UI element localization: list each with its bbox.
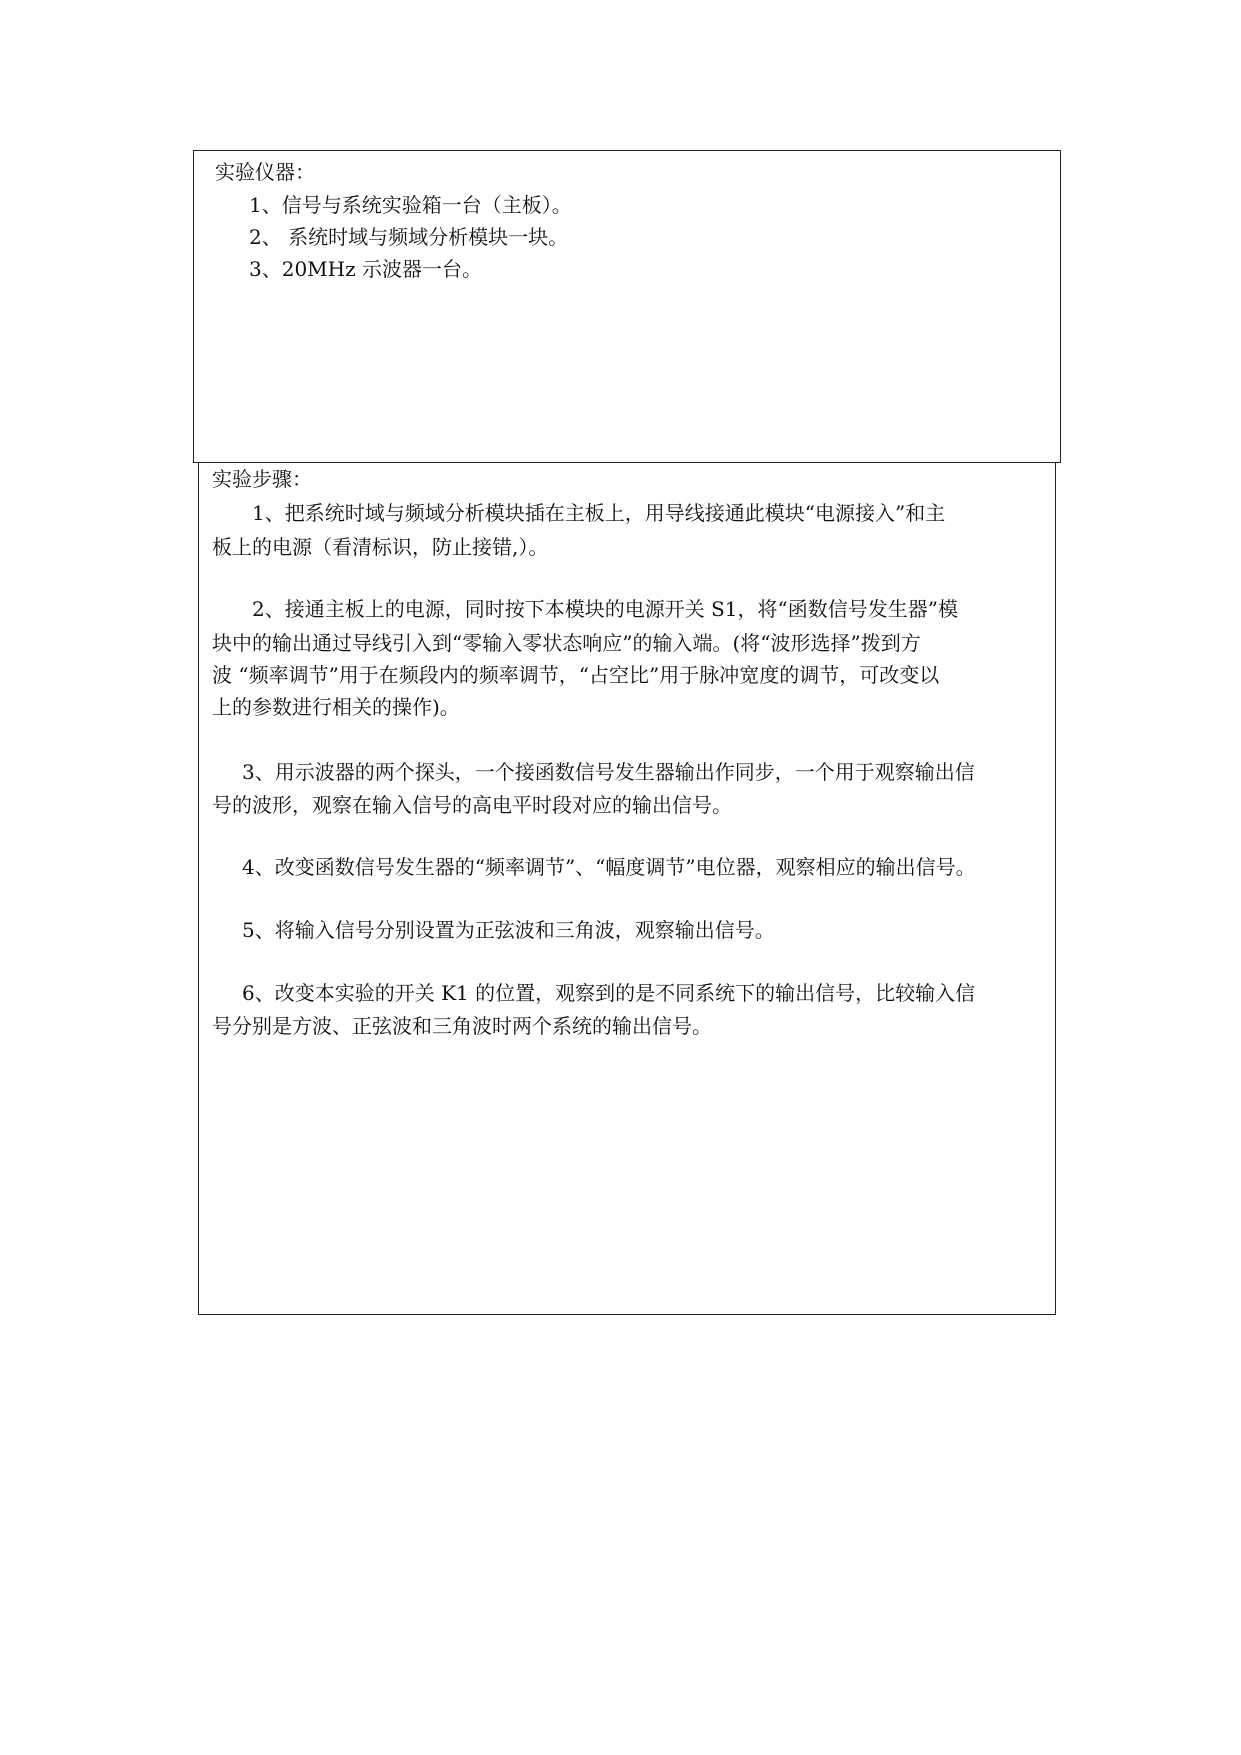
step-1-line-1: 1、把系统时域与频域分析模块插在主板上，用导线接通此模块“电源接入”和主: [252, 501, 946, 525]
step-2-line-3: 波 “频率调节”用于在频段内的频率调节，“占空比”用于脉冲宽度的调节，可改变以: [212, 663, 940, 687]
step-3-line-2: 号的波形，观察在输入信号的高电平时段对应的输出信号。: [212, 793, 732, 817]
instrument-item-2: 2、 系统时域与频域分析模块一块。: [249, 225, 569, 249]
step-2-line-4: 上的参数进行相关的操作)。: [212, 695, 460, 719]
step-4-line-1: 4、改变函数信号发生器的“频率调节”、“幅度调节”电位器，观察相应的输出信号。: [242, 855, 976, 879]
steps-box: [198, 462, 1056, 1315]
instrument-item-1: 1、信号与系统实验箱一台（主板）。: [249, 193, 572, 217]
step-5-line-1: 5、将输入信号分别设置为正弦波和三角波，观察输出信号。: [242, 918, 775, 942]
steps-heading: 实验步骤：: [212, 467, 312, 491]
step-6-line-2: 号分别是方波、正弦波和三角波时两个系统的输出信号。: [212, 1014, 712, 1038]
step-2-line-2: 块中的输出通过导线引入到“零输入零状态响应”的输入端。(将“波形选择”拨到方: [212, 631, 921, 655]
instruments-box: [193, 150, 1061, 463]
step-2-line-1: 2、接通主板上的电源，同时按下本模块的电源开关 S1，将“函数信号发生器”模: [252, 597, 958, 621]
instruments-heading: 实验仪器：: [215, 160, 315, 184]
step-6-line-1: 6、改变本实验的开关 K1 的位置，观察到的是不同系统下的输出信号，比较输入信: [242, 981, 976, 1005]
instrument-item-3: 3、20MHz 示波器一台。: [249, 257, 482, 281]
step-1-line-2: 板上的电源（看清标识，防止接错,）。: [212, 535, 549, 559]
step-3-line-1: 3、用示波器的两个探头，一个接函数信号发生器输出作同步，一个用于观察输出信: [242, 760, 975, 784]
